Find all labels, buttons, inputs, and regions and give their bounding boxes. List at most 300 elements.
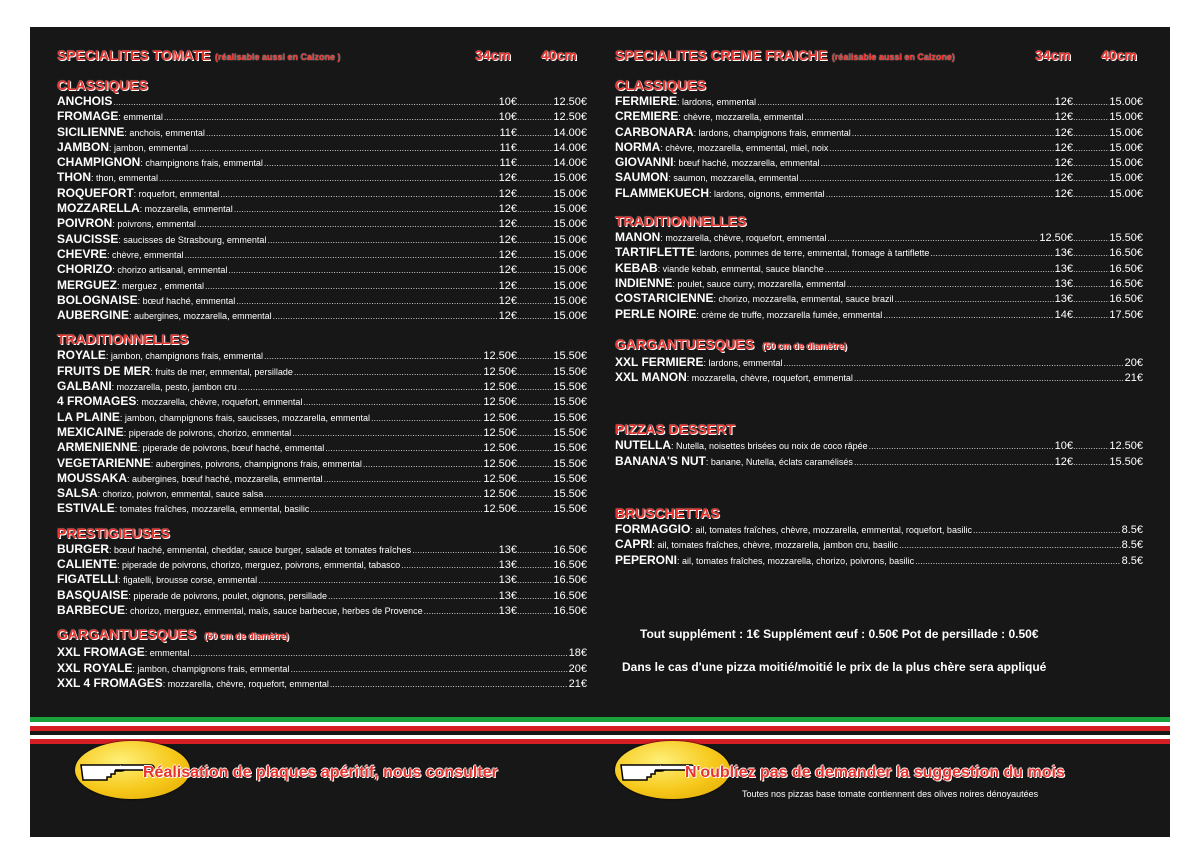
menu-item bbox=[615, 438, 1143, 453]
menu-item bbox=[57, 170, 587, 185]
menu-item bbox=[615, 230, 1143, 245]
section-title bbox=[615, 336, 1143, 355]
size-34-label: 34cm bbox=[475, 47, 511, 63]
leader-dots bbox=[1073, 439, 1109, 454]
leader-dots bbox=[1073, 246, 1109, 261]
price-40: 15.00€ bbox=[1109, 141, 1143, 154]
leader-dots bbox=[852, 126, 1054, 141]
item-name: COSTARICIENNE bbox=[615, 291, 714, 306]
leader-dots bbox=[517, 589, 553, 604]
item-ingredients: : bœuf haché, mozzarella, emmental bbox=[673, 158, 820, 169]
menu-item bbox=[57, 588, 587, 603]
price-40: 14.00€ bbox=[553, 141, 587, 154]
menu-item bbox=[615, 261, 1143, 276]
price-34: 11€ bbox=[499, 126, 517, 139]
price-40: 16.50€ bbox=[1109, 247, 1143, 260]
menu-item bbox=[57, 262, 587, 277]
menu-item bbox=[615, 370, 1143, 385]
leader-dots bbox=[228, 263, 497, 278]
item-ingredients: : piperade de poivrons, bœuf haché, emmental bbox=[137, 443, 325, 454]
price-40: 12.50€ bbox=[1109, 440, 1143, 453]
item-name: XXL 4 FROMAGES bbox=[57, 675, 163, 690]
price-34: 13€ bbox=[1054, 247, 1073, 260]
price-single: 18€ bbox=[568, 647, 587, 660]
leader-dots bbox=[189, 141, 498, 156]
menu-item bbox=[57, 155, 587, 170]
leader-dots bbox=[236, 294, 497, 309]
price-40: 15.00€ bbox=[1109, 126, 1143, 139]
price-34: 12€ bbox=[1054, 96, 1073, 108]
price-40: 15.00€ bbox=[1109, 157, 1143, 170]
item-ingredients: : mozzarella, emmental bbox=[139, 204, 233, 215]
item-ingredients: : tomates fraîches, mozzarella, emmental, basilic bbox=[114, 504, 310, 515]
leader-dots bbox=[517, 395, 553, 410]
item-name: GIOVANNI bbox=[615, 155, 674, 170]
leader-dots bbox=[517, 604, 553, 619]
leader-dots bbox=[159, 171, 498, 186]
item-ingredients: : mozzarella, chèvre, roquefort, emmental bbox=[686, 373, 853, 384]
item-name: SALSA bbox=[57, 486, 98, 501]
menu-section bbox=[57, 77, 587, 323]
price-40: 15.50€ bbox=[553, 457, 587, 470]
price-40: 15.00€ bbox=[553, 187, 587, 200]
price-34: 13€ bbox=[1054, 262, 1073, 275]
item-name: MANON bbox=[615, 230, 661, 245]
leader-dots bbox=[1073, 292, 1109, 307]
price-34: 13€ bbox=[498, 543, 517, 556]
item-name: FLAMMEKUECH bbox=[615, 185, 709, 200]
price-34: 12.50€ bbox=[483, 365, 517, 378]
menu-item bbox=[57, 293, 587, 308]
menu-item bbox=[615, 140, 1143, 155]
size-40-label: 40cm bbox=[1101, 47, 1137, 63]
item-name: CHORIZO bbox=[57, 262, 113, 277]
item-ingredients: : jambon, champignons frais, emmental bbox=[132, 663, 290, 674]
item-ingredients: : jambon, champignons frais, emmental bbox=[105, 351, 263, 362]
section-title-text: BRUSCHETTAS bbox=[615, 505, 720, 522]
price-40: 12.50€ bbox=[553, 111, 587, 124]
item-name: CREMIERE bbox=[615, 109, 679, 124]
leader-dots bbox=[821, 156, 1054, 171]
leader-dots bbox=[869, 439, 1054, 454]
price-40: 16.50€ bbox=[553, 589, 587, 602]
item-name: MERGUEZ bbox=[57, 277, 117, 292]
item-ingredients: : saucisses de Strasbourg, emmental bbox=[118, 234, 267, 245]
leader-dots bbox=[1073, 110, 1109, 125]
leader-dots bbox=[292, 426, 482, 441]
item-name: KEBAB bbox=[615, 260, 658, 275]
item-name: SAUMON bbox=[615, 170, 669, 185]
menu-item bbox=[615, 307, 1143, 322]
section-note: (50 cm de diamètre) bbox=[762, 340, 847, 351]
leader-dots bbox=[517, 558, 553, 573]
price-34: 12€ bbox=[1054, 157, 1073, 170]
tomato-header bbox=[57, 47, 587, 69]
item-ingredients: : mozzarella, chèvre, roquefort, emmental bbox=[162, 678, 329, 689]
menu-item bbox=[615, 276, 1143, 291]
menu-item bbox=[615, 553, 1143, 568]
price-40: 16.50€ bbox=[1109, 277, 1143, 290]
item-ingredients: : ail, tomates fraîches, chèvre, mozzarella, emmental, roquefort, basilic bbox=[690, 525, 972, 536]
item-ingredients: : ail, tomates fraîches, mozzarella, chorizo, poivrons, basilic bbox=[677, 555, 915, 566]
price-40: 15.50€ bbox=[1109, 455, 1143, 468]
menu-item bbox=[57, 232, 587, 247]
menu-board bbox=[30, 27, 1170, 837]
item-ingredients: : chorizo artisanal, emmental bbox=[112, 265, 228, 276]
leader-dots bbox=[1073, 231, 1109, 246]
menu-item bbox=[57, 278, 587, 293]
leader-dots bbox=[517, 309, 553, 324]
price-34: 12€ bbox=[498, 294, 517, 307]
section-title-text: CLASSIQUES bbox=[615, 77, 707, 93]
item-name: POIVRON bbox=[57, 216, 113, 231]
menu-item bbox=[57, 348, 587, 363]
item-ingredients: : thon, emmental bbox=[91, 173, 159, 184]
item-ingredients: : mozzarella, chèvre, roquefort, emmental bbox=[660, 233, 827, 244]
price-34: 12€ bbox=[1054, 141, 1073, 154]
price-34: 14€ bbox=[1054, 308, 1073, 321]
item-name: CALIENTE bbox=[57, 557, 117, 572]
leader-dots bbox=[517, 202, 553, 217]
item-ingredients: : lardons, champignons frais, emmental bbox=[693, 127, 851, 138]
item-ingredients: : poivrons, emmental bbox=[112, 219, 196, 230]
item-name: FROMAGE bbox=[57, 109, 119, 124]
price-34: 12€ bbox=[1054, 172, 1073, 185]
leader-dots bbox=[1073, 141, 1109, 156]
item-name: JAMBON bbox=[57, 139, 110, 154]
cream-title-note: (réalisable aussi en Calzone) bbox=[831, 52, 955, 62]
leader-dots bbox=[412, 543, 497, 558]
price-40: 17.50€ bbox=[1109, 308, 1143, 321]
leader-dots bbox=[113, 95, 497, 110]
price-40: 15.00€ bbox=[553, 203, 587, 216]
price-34: 13€ bbox=[1054, 293, 1073, 306]
price-34: 11€ bbox=[499, 141, 517, 154]
leader-dots bbox=[185, 248, 498, 263]
leader-dots bbox=[847, 277, 1054, 292]
leader-dots bbox=[264, 349, 482, 364]
price-34: 12.50€ bbox=[483, 472, 517, 485]
leader-dots bbox=[164, 110, 498, 125]
leader-dots bbox=[517, 95, 553, 110]
menu-item bbox=[57, 661, 587, 676]
menu-section bbox=[57, 525, 587, 618]
leader-dots bbox=[517, 126, 553, 141]
leader-dots bbox=[930, 246, 1053, 261]
item-name: CHEVRE bbox=[57, 246, 108, 261]
menu-item bbox=[615, 537, 1143, 552]
item-name: 4 FROMAGES bbox=[57, 394, 137, 409]
cream-title: SPECIALITES CREME FRAICHE bbox=[615, 47, 828, 63]
leader-dots bbox=[826, 187, 1054, 202]
menu-item bbox=[615, 125, 1143, 140]
menu-item bbox=[57, 201, 587, 216]
leader-dots bbox=[267, 233, 497, 248]
section-title bbox=[57, 331, 587, 348]
leader-dots bbox=[517, 349, 553, 364]
item-name: ROYALE bbox=[57, 348, 106, 363]
leader-dots bbox=[517, 233, 553, 248]
price-34: 12.50€ bbox=[483, 381, 517, 394]
menu-item bbox=[57, 440, 587, 455]
leader-dots bbox=[517, 457, 553, 472]
item-ingredients: : banane, Nutella, éclats caramélisés bbox=[705, 456, 853, 467]
item-ingredients: : chèvre, emmental bbox=[107, 249, 184, 260]
menu-section bbox=[615, 213, 1143, 322]
leader-dots bbox=[517, 187, 553, 202]
item-ingredients: : aubergines, mozzarella, emmental bbox=[129, 311, 272, 322]
item-ingredients: : piperade de poivrons, chorizo, merguez, poivrons, emmental, tabasco bbox=[117, 560, 401, 571]
price-40: 14.00€ bbox=[553, 126, 587, 139]
price-34: 12€ bbox=[1054, 111, 1073, 124]
section-title bbox=[57, 525, 587, 542]
price-single: 8.5€ bbox=[1121, 539, 1143, 552]
leader-dots bbox=[854, 371, 1124, 386]
price-single: 21€ bbox=[1124, 372, 1143, 385]
price-40: 16.50€ bbox=[553, 574, 587, 587]
leader-dots bbox=[1073, 171, 1109, 186]
item-ingredients: : chèvre, mozzarella, emmental bbox=[678, 112, 804, 123]
price-40: 15.50€ bbox=[553, 396, 587, 409]
section-title bbox=[57, 77, 587, 94]
leader-dots bbox=[827, 231, 1038, 246]
aperitif-banner: Réalisation de plaques apéritif, nous consulter bbox=[143, 764, 498, 781]
item-ingredients: : bœuf haché, emmental bbox=[137, 295, 236, 306]
price-34: 12.50€ bbox=[483, 426, 517, 439]
menu-item bbox=[57, 501, 587, 516]
item-name: FIGATELLI bbox=[57, 572, 119, 587]
item-name: MOZZARELLA bbox=[57, 201, 140, 216]
price-34: 10€ bbox=[498, 111, 517, 124]
price-34: 12.50€ bbox=[483, 350, 517, 363]
menu-item bbox=[57, 109, 587, 124]
price-40: 15.50€ bbox=[553, 426, 587, 439]
item-name: ESTIVALE bbox=[57, 501, 115, 516]
leader-dots bbox=[424, 604, 498, 619]
menu-section bbox=[57, 331, 587, 516]
item-name: XXL FROMAGE bbox=[57, 645, 145, 660]
menu-item bbox=[57, 308, 587, 323]
leader-dots bbox=[517, 502, 553, 517]
menu-item bbox=[615, 291, 1143, 306]
item-name: BARBECUE bbox=[57, 602, 126, 617]
price-40: 15.50€ bbox=[553, 381, 587, 394]
item-ingredients: : aubergines, poivrons, champignons frais, emmental bbox=[150, 458, 362, 469]
leader-dots bbox=[517, 171, 553, 186]
leader-dots bbox=[363, 457, 482, 472]
menu-section bbox=[615, 421, 1143, 469]
price-34: 12€ bbox=[1054, 126, 1073, 139]
item-name: AUBERGINE bbox=[57, 308, 130, 323]
leader-dots bbox=[401, 558, 497, 573]
leader-dots bbox=[371, 411, 482, 426]
leader-dots bbox=[517, 472, 553, 487]
item-name: GALBANI bbox=[57, 379, 112, 394]
menu-item bbox=[615, 355, 1143, 370]
section-title-text: PRESTIGIEUSES bbox=[57, 524, 170, 541]
leader-dots bbox=[829, 141, 1053, 156]
menu-item bbox=[57, 394, 587, 409]
price-40: 15.50€ bbox=[553, 442, 587, 455]
menu-item bbox=[615, 522, 1143, 537]
cream-header bbox=[615, 47, 1143, 69]
price-40: 16.50€ bbox=[553, 559, 587, 572]
section-title-text: PIZZAS DESSERT bbox=[615, 421, 735, 438]
price-34: 12€ bbox=[498, 248, 517, 261]
leader-dots bbox=[324, 472, 483, 487]
price-40: 15.50€ bbox=[1109, 232, 1143, 245]
item-name: LA PLAINE bbox=[57, 409, 120, 424]
price-40: 15.00€ bbox=[553, 294, 587, 307]
section-note: (50 cm de diamètre) bbox=[204, 631, 289, 642]
item-ingredients: : fruits de mer, emmental, persillade bbox=[150, 366, 293, 377]
menu-item bbox=[57, 364, 587, 379]
item-ingredients: : bœuf haché, emmental, cheddar, sauce burger, salade et tomates fraîches bbox=[109, 544, 412, 555]
leader-dots bbox=[973, 523, 1121, 538]
leader-dots bbox=[273, 309, 498, 324]
price-34: 12.50€ bbox=[483, 503, 517, 516]
price-34: 12€ bbox=[498, 264, 517, 277]
suggestion-banner: N'oubliez pas de demander la suggestion du mois bbox=[685, 764, 1065, 781]
menu-item bbox=[57, 456, 587, 471]
menu-item bbox=[615, 155, 1143, 170]
item-ingredients: : viande kebab, emmental, sauce blanche bbox=[657, 263, 824, 274]
item-ingredients: : chèvre, mozzarella, emmental, miel, noix bbox=[660, 142, 829, 153]
price-40: 15.00€ bbox=[1109, 187, 1143, 200]
leader-dots bbox=[238, 380, 483, 395]
item-ingredients: : anchois, emmental bbox=[124, 127, 205, 138]
item-name: BASQUAISE bbox=[57, 587, 129, 602]
leader-dots bbox=[799, 171, 1053, 186]
price-40: 15.00€ bbox=[553, 218, 587, 231]
leader-dots bbox=[325, 441, 482, 456]
section-title bbox=[57, 626, 587, 645]
item-name: CARBONARA bbox=[615, 124, 694, 139]
price-34: 12€ bbox=[498, 233, 517, 246]
price-40: 15.50€ bbox=[553, 365, 587, 378]
price-34: 12€ bbox=[498, 279, 517, 292]
price-34: 13€ bbox=[498, 574, 517, 587]
leader-dots bbox=[825, 262, 1054, 277]
leader-dots bbox=[784, 356, 1124, 371]
item-ingredients: : roquefort, emmental bbox=[133, 188, 220, 199]
item-ingredients: : piperade de poivrons, poulet, oignons, persillade bbox=[128, 590, 327, 601]
leader-dots bbox=[220, 187, 497, 202]
price-40: 16.50€ bbox=[553, 604, 587, 617]
item-ingredients: : chorizo, mozzarella, emmental, sauce brazil bbox=[713, 294, 894, 305]
leader-dots bbox=[1073, 95, 1109, 110]
cream-sections bbox=[615, 77, 1143, 568]
olives-note: Toutes nos pizzas base tomate contiennent des olives noires dénoyautées bbox=[742, 789, 1039, 799]
section-title-text: GARGANTUESQUES bbox=[615, 335, 755, 352]
menu-item bbox=[615, 109, 1143, 124]
price-40: 15.50€ bbox=[553, 350, 587, 363]
leader-dots bbox=[883, 308, 1053, 323]
leader-dots bbox=[190, 646, 567, 661]
price-34: 13€ bbox=[498, 589, 517, 602]
tomato-title-note: (réalisable aussi en Calzone ) bbox=[214, 52, 341, 62]
flag-stripe-red bbox=[30, 726, 1170, 731]
price-34: 12€ bbox=[498, 310, 517, 323]
leader-dots bbox=[258, 573, 497, 588]
item-name: NORMA bbox=[615, 139, 661, 154]
menu-item bbox=[615, 245, 1143, 260]
leader-dots bbox=[895, 292, 1054, 307]
section-title-text: GARGANTUESQUES bbox=[57, 626, 197, 643]
item-ingredients: : chorizo, merguez, emmental, maïs, sauce barbecue, herbes de Provence bbox=[125, 605, 423, 616]
leader-dots bbox=[264, 487, 482, 502]
leader-dots bbox=[517, 543, 553, 558]
menu-item bbox=[57, 94, 587, 109]
leader-dots bbox=[517, 110, 553, 125]
item-name: PERLE NOIRE bbox=[615, 306, 697, 321]
leader-dots bbox=[517, 156, 553, 171]
section-title bbox=[615, 77, 1143, 94]
leader-dots bbox=[517, 380, 553, 395]
menu-item bbox=[615, 94, 1143, 109]
menu-item bbox=[615, 170, 1143, 185]
menu-section bbox=[57, 626, 587, 691]
leader-dots bbox=[206, 126, 499, 141]
leader-dots bbox=[517, 279, 553, 294]
item-name: XXL ROYALE bbox=[57, 660, 133, 675]
leader-dots bbox=[205, 279, 498, 294]
leader-dots bbox=[234, 202, 498, 217]
price-40: 16.50€ bbox=[1109, 293, 1143, 306]
price-40: 15.00€ bbox=[553, 279, 587, 292]
price-40: 14.00€ bbox=[553, 157, 587, 170]
half-half-note: Dans le cas d'une pizza moitié/moitié le prix de la plus chère sera appliqué bbox=[622, 660, 1047, 674]
price-34: 10€ bbox=[498, 96, 517, 108]
item-name: THON bbox=[57, 170, 91, 185]
price-single: 20€ bbox=[1124, 356, 1143, 369]
item-name: TARTIFLETTE bbox=[615, 245, 695, 260]
price-40: 16.50€ bbox=[553, 543, 587, 556]
item-ingredients: : mozzarella, chèvre, roquefort, emmental bbox=[136, 397, 303, 408]
price-34: 12.50€ bbox=[483, 442, 517, 455]
price-40: 15.50€ bbox=[553, 488, 587, 501]
menu-section bbox=[615, 77, 1143, 201]
section-title-text: CLASSIQUES bbox=[57, 77, 149, 93]
menu-section bbox=[615, 336, 1143, 386]
leader-dots bbox=[1073, 262, 1109, 277]
leader-dots bbox=[197, 217, 498, 232]
section-title bbox=[615, 505, 1143, 522]
item-ingredients: : crème de truffe, mozzarella fumée, emmental bbox=[696, 309, 883, 320]
item-name: BOLOGNAISE bbox=[57, 292, 138, 307]
item-name: INDIENNE bbox=[615, 275, 673, 290]
price-34: 12€ bbox=[498, 203, 517, 216]
section-title-text: TRADITIONNELLES bbox=[57, 331, 189, 348]
menu-item bbox=[57, 676, 587, 691]
leader-dots bbox=[517, 411, 553, 426]
price-40: 15.00€ bbox=[553, 264, 587, 277]
item-name: BURGER bbox=[57, 541, 110, 556]
item-ingredients: : jambon, emmental bbox=[109, 142, 189, 153]
leader-dots bbox=[303, 395, 482, 410]
item-ingredients: : Nutella, noisettes brisées ou noix de coco râpée bbox=[671, 441, 868, 452]
price-34: 12.50€ bbox=[483, 488, 517, 501]
leader-dots bbox=[517, 487, 553, 502]
item-ingredients: : jambon, champignons frais, saucisses, mozzarella, emmental bbox=[119, 412, 370, 423]
item-ingredients: : emmental bbox=[144, 648, 190, 659]
price-34: 13€ bbox=[498, 559, 517, 572]
price-34: 12€ bbox=[1054, 187, 1073, 200]
item-name: FERMIERE bbox=[615, 94, 678, 108]
menu-item bbox=[57, 247, 587, 262]
menu-item bbox=[57, 125, 587, 140]
item-ingredients: : figatelli, brousse corse, emmental bbox=[118, 575, 258, 586]
